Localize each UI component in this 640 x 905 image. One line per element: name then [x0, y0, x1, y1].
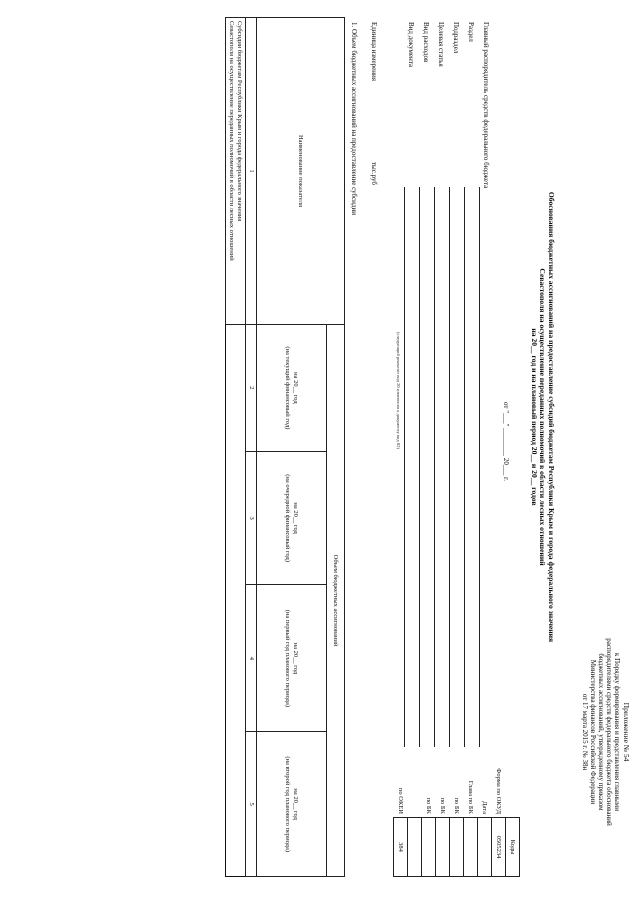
code-label: Глава по БК	[467, 780, 475, 814]
field-underline	[419, 187, 420, 747]
col-header-line: на 20__ год	[291, 788, 299, 820]
unit-label: Единица измерения	[370, 22, 378, 81]
field-vid-dokumenta: Вид документа	[407, 22, 415, 68]
col-header-line: (на очередной финансовый год)	[284, 474, 292, 563]
unit-value: тыс.руб	[370, 162, 378, 185]
code-label	[408, 757, 422, 818]
row-name-line: Севастополя на осуществление переданных полномочий в области лесных отношений	[228, 21, 236, 261]
appendix-line: от 17 марта 2015 г. № 38н	[581, 693, 590, 771]
section1-title: 1. Объем бюджетных ассигнований на предоставление субсидии	[350, 22, 358, 215]
code-label: по БК	[439, 797, 447, 814]
appendix-line: к Порядку формирования и представления главными	[613, 653, 622, 811]
col-header-current	[257, 325, 327, 452]
main-table	[225, 17, 345, 877]
col-num: 4	[246, 585, 257, 732]
appendix-title: Приложение № 54	[622, 702, 631, 762]
appendix-block	[581, 602, 630, 862]
col-num: 5	[246, 732, 257, 877]
form-title	[529, 22, 555, 812]
col-header-line: на 20__ год	[291, 642, 299, 675]
col-num: 3	[246, 451, 257, 585]
code-value-glava	[464, 818, 478, 877]
field-underline	[464, 187, 465, 747]
col-header-plan1	[257, 585, 327, 732]
field-underline	[449, 187, 450, 747]
appendix-line: Министерства финансов Российской Федерации	[589, 659, 598, 805]
col-name-header: Наименование показателя	[257, 18, 345, 325]
row-values-cell[interactable]	[226, 325, 246, 877]
small-note: (следующий реквизит вид 20 изменения к документу вид 02)	[396, 332, 401, 449]
col-num: 2	[246, 325, 257, 452]
col-header-line: (на второй год планового периода)	[284, 756, 292, 852]
field-podrazdel: Подраздел	[452, 22, 460, 54]
code-value-okud: 0505234	[492, 818, 506, 877]
field-razdel: Раздел	[467, 22, 475, 42]
table-row	[226, 18, 246, 877]
codes-header: Коды	[506, 818, 520, 877]
date-line: от "___" ________ 20___ г.	[502, 402, 510, 482]
col-header-line: (на первый год планового периода)	[284, 609, 292, 708]
code-label: по ОКЕИ	[397, 787, 405, 814]
col-num: 1	[246, 18, 257, 325]
col-header-line: (на текущий финансовый год)	[284, 346, 292, 430]
form-title-line2: Севастополя на осуществление переданных полномочий в области лесных отношений	[538, 268, 548, 566]
codes-box	[393, 757, 520, 877]
col-header-next	[257, 451, 327, 585]
code-label: по БК	[425, 797, 433, 814]
form-title-line3: на 20__ год и на плановый период 20__ и 20__ годов	[529, 328, 539, 506]
rotated-document-page	[40, 12, 640, 892]
field-underline	[434, 187, 435, 747]
appendix-line: распорядителями средств федерального бюджета обоснований	[605, 638, 614, 826]
field-vid-raskhodov: Вид расходов	[422, 22, 430, 63]
col-header-line: на 20__ год	[291, 372, 299, 404]
col-header-plan2	[257, 732, 327, 877]
code-label: Форма по ОКУД	[495, 768, 503, 814]
main-table-wrap	[225, 17, 345, 877]
code-label: Дата	[481, 801, 489, 814]
field-celevaya-statya: Целевая статья	[437, 22, 445, 67]
code-value-bk	[450, 818, 464, 877]
field-underline	[479, 187, 480, 747]
code-value-bk	[422, 818, 436, 877]
group-header: Объем бюджетных ассигнований	[327, 325, 345, 877]
code-value-blank	[408, 818, 422, 877]
code-value-okei: 384	[394, 818, 408, 877]
row-name-line: Субсидии бюджетам Республики Крым и города федерального значения	[235, 21, 243, 222]
code-value-bk	[436, 818, 450, 877]
row-name-cell	[226, 18, 246, 325]
field-underline	[404, 187, 405, 747]
form-title-line1: Обоснования бюджетных ассигнований на предоставление субсидий бюджетам Республики Крым и города федерального значения	[547, 191, 556, 643]
field-glavny-raspor: Главный распорядитель средств федерального бюджета	[482, 22, 490, 189]
code-label: по БК	[453, 797, 461, 814]
code-value-date	[478, 818, 492, 877]
col-header-line: на 20__ год	[291, 502, 299, 534]
appendix-line: бюджетных ассигнований, утвержденному приказом	[597, 653, 606, 811]
